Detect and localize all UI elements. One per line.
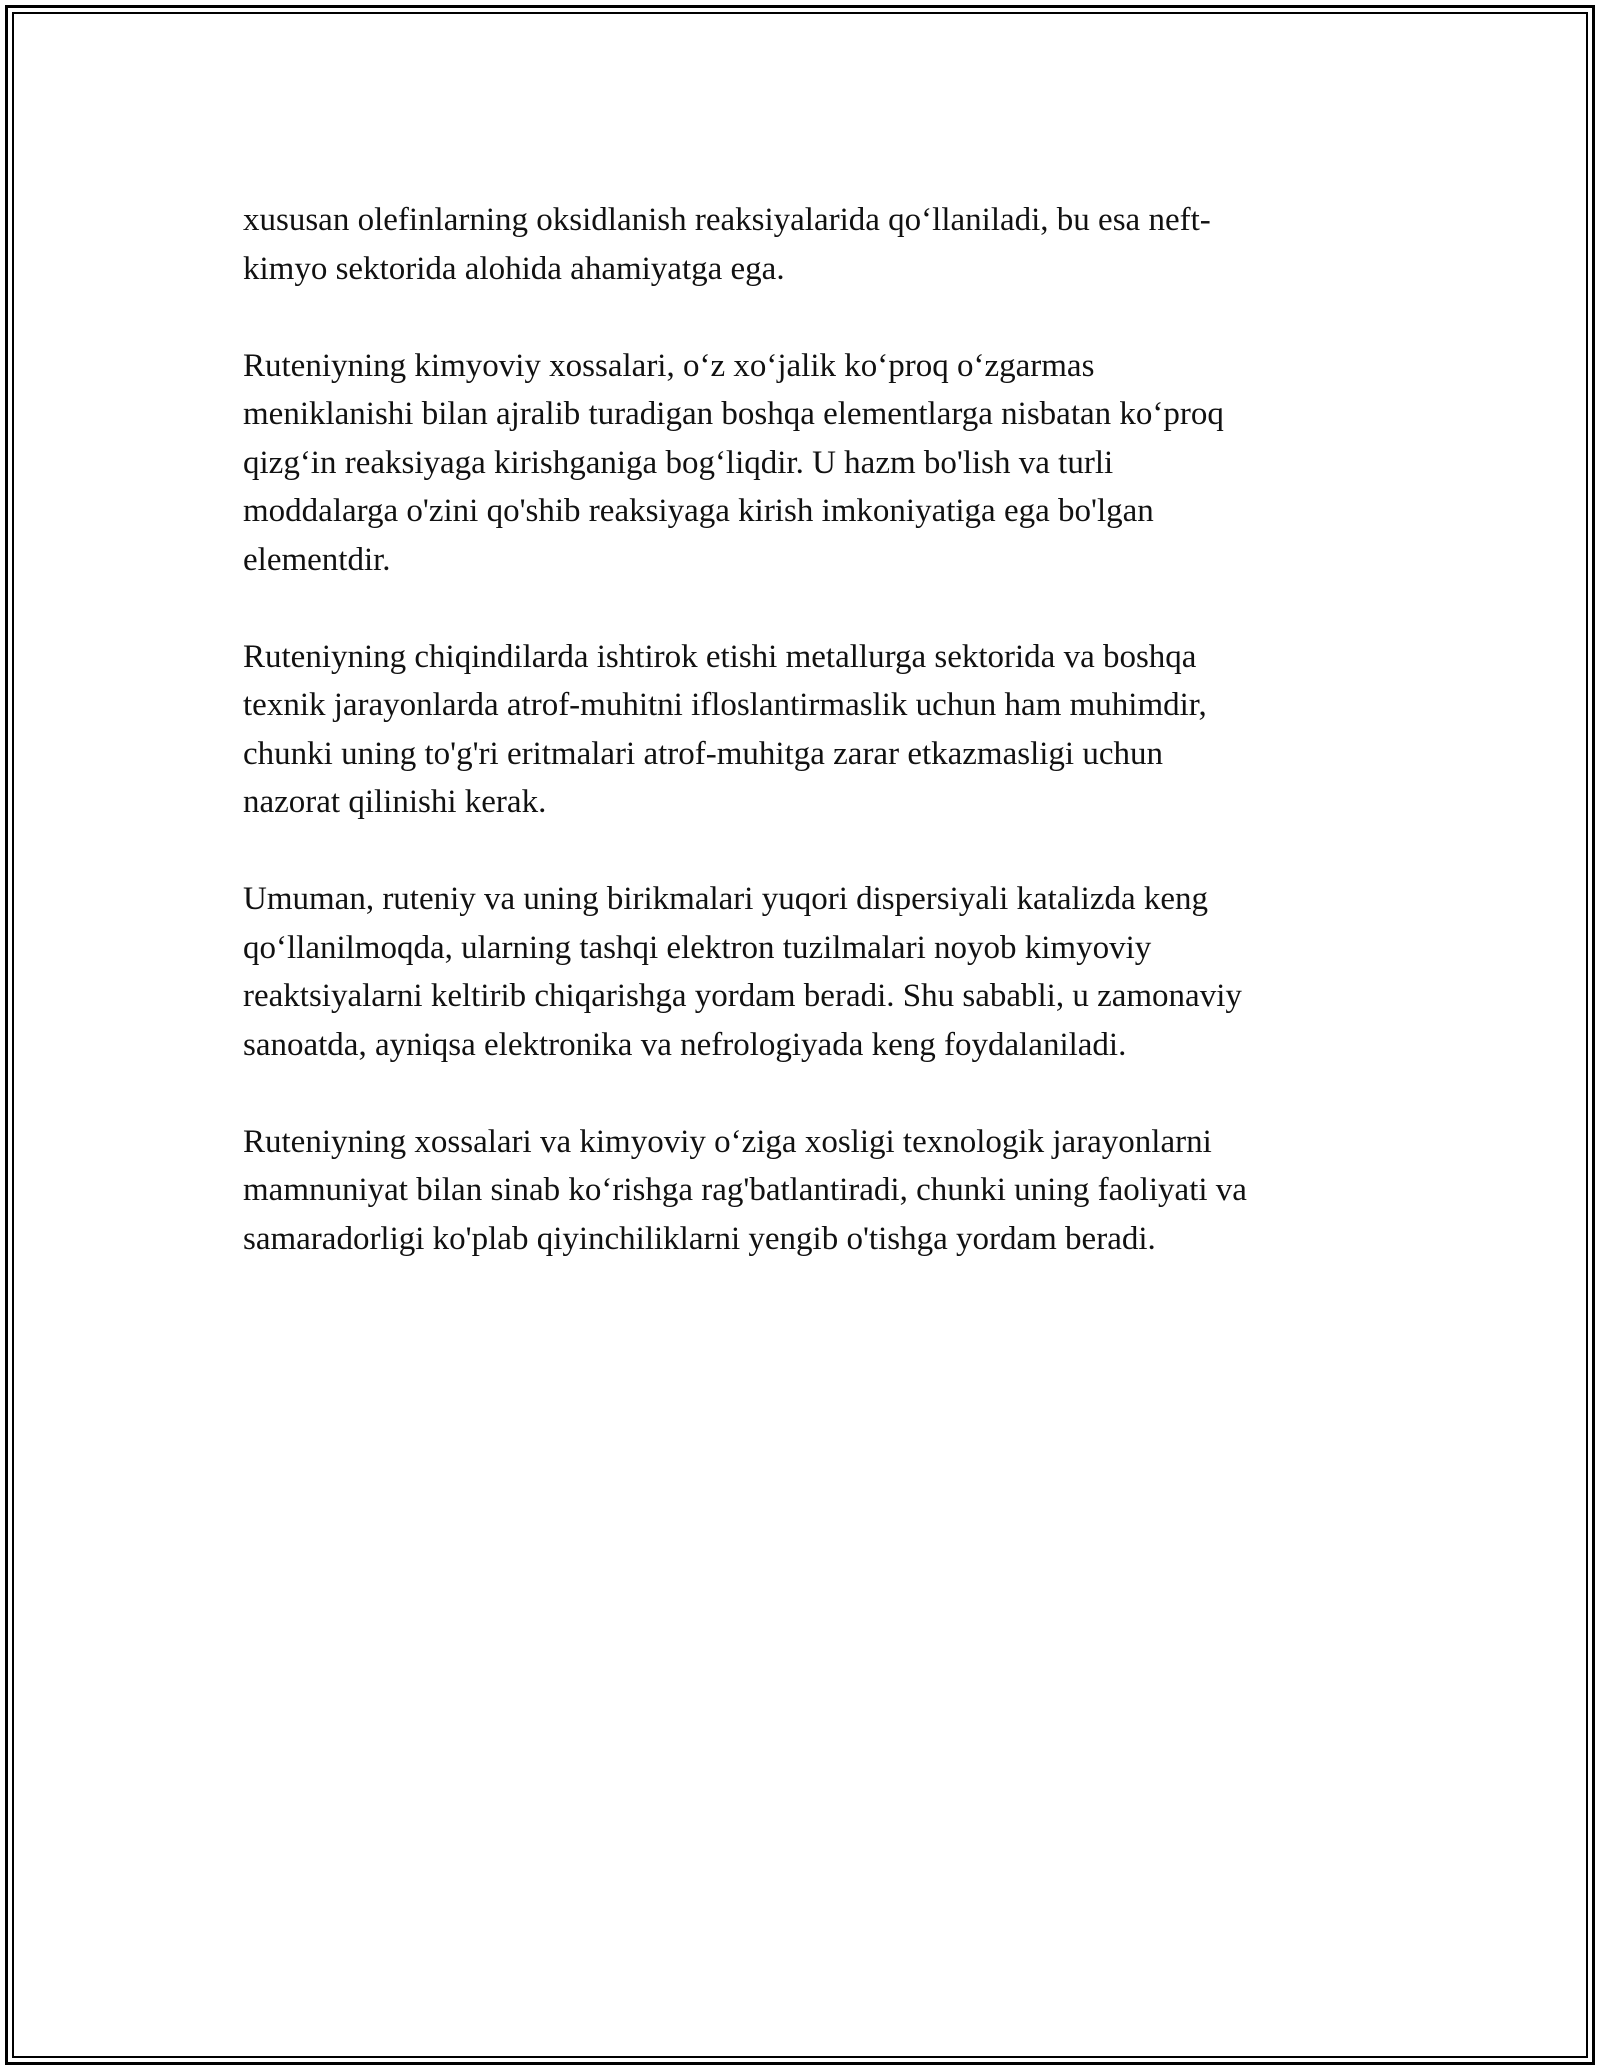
- paragraph-4: Umuman, ruteniy va uning birikmalari yuqori dispersiyali katalizda keng qo‘llanilmoqda, ularning tashqi elektron tuzilmalari noyob kimyoviy reaktsiyalarni keltirib chiqarishga yordam beradi. Shu sababli, u zamonaviy sanoatda, ayniqsa elektronika va nefrologiyada keng foydalaniladi.: [243, 881, 1242, 1063]
- document-body: [243, 196, 1363, 1312]
- paragraph-1: xususan olefinlarning oksidlanish reaksiyalarida qo‘llaniladi, bu esa neft- kimyo sektorida alohida ahamiyatga ega.: [243, 202, 1211, 287]
- paragraph-5: Ruteniyning xossalari va kimyoviy o‘ziga xosligi texnologik jarayonlarni mamnuniyat bilan sinab ko‘rishga rag'batlantiradi, chunki uning faoliyati va samaradorligi ko'plab qiyinchiliklarni yengib o'tishga yordam beradi.: [243, 1123, 1247, 1257]
- page-frame: [5, 5, 1595, 2065]
- paragraph-3: Ruteniyning chiqindilarda ishtirok etishi metallurga sektorida va boshqa texnik jarayonlarda atrof-muhitni ifloslantirmaslik uchun ham muhimdir, chunki uning to'g'ri eritmalari atrof-muhitga zarar etkazmasligi uchun nazorat qilinishi kerak.: [243, 638, 1207, 820]
- paragraph-2: Ruteniyning kimyoviy xossalari, o‘z xo‘jalik ko‘proq o‘zgarmas meniklanishi bilan ajralib turadigan boshqa elementlarga nisbatan ko‘proq qizg‘in reaksiyaga kirishganiga bog‘liqdir. U hazm bo'lish va turli moddalarga o'zini qo'shib reaksiyaga kirish imkoniyatiga ega bo'lgan elementdir.: [243, 347, 1224, 578]
